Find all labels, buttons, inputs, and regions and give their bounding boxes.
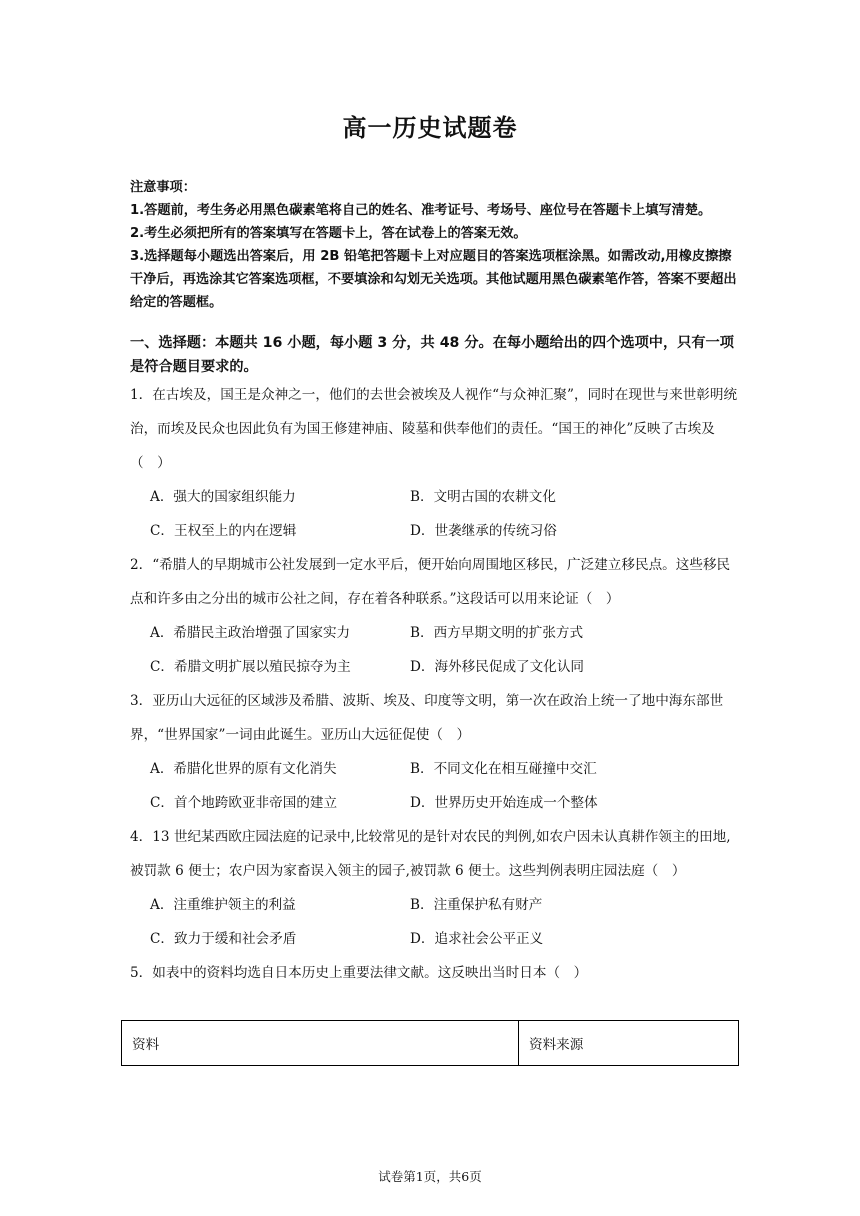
page-title: 高一历史试题卷 [342,114,518,142]
question-stem: 4．13 世纪某西欧庄园法庭的记录中,比较常见的是针对农民的判例,如农户因未认真耕作领主的田地,被罚款 6 便士；农户因为家畜误入领主的园子,被罚款 6 便士。这些判例表明庄园法庭（ ） [130,829,731,879]
question-stem: 5．如表中的资料均选自日本历史上重要法律文献。这反映出当时日本（ ） [130,965,588,981]
option-grid [150,480,742,548]
question-stem: 3．亚历山大远征的区域涉及希腊、波斯、埃及、印度等文明，第一次在政治上统一了地中海东部世界，“世界国家”一词由此诞生。亚历山大远征促使（ ） [130,693,724,743]
option: D．海外移民促成了文化认同 [410,659,585,675]
page-footer: 试卷第1页，共6页 [378,1169,482,1184]
option-grid [150,888,742,956]
notice-item: 1.答题前，考生务必用黑色碳素笔将自己的姓名、准考证号、考场号、座位号在答题卡上填写清楚。 [130,203,712,218]
notice-item: 3.选择题每小题选出答案后，用 2B 铅笔把答题卡上对应题目的答案选项框涂黑。如需改动,用橡皮擦擦干净后，再选涂其它答案选项框，不要填涂和勾划无关选项。其他试题用黑色碳素笔作答，答案不要超出给定的答题框。 [130,249,737,310]
table-header-cell: 资料来源 [519,1021,739,1066]
question-list [130,378,742,990]
option: D．追求社会公平正义 [410,931,544,947]
notice-item: 2.考生必须把所有的答案填写在答题卡上，答在试卷上的答案无效。 [130,226,527,241]
notice-block [130,176,742,314]
question [130,684,742,820]
option: C．首个地跨欧亚非帝国的建立 [150,795,338,811]
question [130,956,742,990]
option: D．世袭继承的传统习俗 [410,523,557,539]
section-heading: 一、选择题：本题共 16 小题，每小题 3 分，共 48 分。在每小题给出的四个选项中，只有一项是符合题目要求的。 [130,335,734,375]
option: C．希腊文明扩展以殖民掠夺为主 [150,659,351,675]
question-stem: 2．“希腊人的早期城市公社发展到一定水平后，便开始向周围地区移民，广泛建立移民点。这些移民点和许多由之分出的城市公社之间，存在着各种联系。”这段话可以用来论证（ ） [130,557,731,607]
option-grid [150,752,742,820]
table-header-cell: 资料 [122,1021,519,1066]
question-stem: 1．在古埃及，国王是众神之一，他们的去世会被埃及人视作“与众神汇聚”，同时在现世与来世彰明统治，而埃及民众也因此负有为国王修建神庙、陵墓和供奉他们的责任。“国王的神化”反映了古埃及（ ） [130,387,738,471]
option: B．不同文化在相互碰撞中交汇 [410,761,597,777]
option: D．世界历史开始连成一个整体 [410,795,598,811]
notice-heading: 注意事项： [130,180,196,195]
option: A．强大的国家组织能力 [150,489,296,505]
source-table [121,1020,739,1066]
option: A．希腊民主政治增强了国家实力 [150,625,351,641]
option: C．致力于缓和社会矛盾 [150,931,297,947]
option: B．西方早期文明的扩张方式 [410,625,584,641]
question [130,820,742,956]
option: B．注重保护私有财产 [410,897,543,913]
table-row [122,1021,739,1066]
question [130,378,742,548]
option: B．文明古国的农耕文化 [410,489,556,505]
option: A．希腊化世界的原有文化消失 [150,761,337,777]
option-grid [150,616,742,684]
option: C．王权至上的内在逻辑 [150,523,297,539]
option: A．注重维护领主的利益 [150,897,296,913]
question [130,548,742,684]
